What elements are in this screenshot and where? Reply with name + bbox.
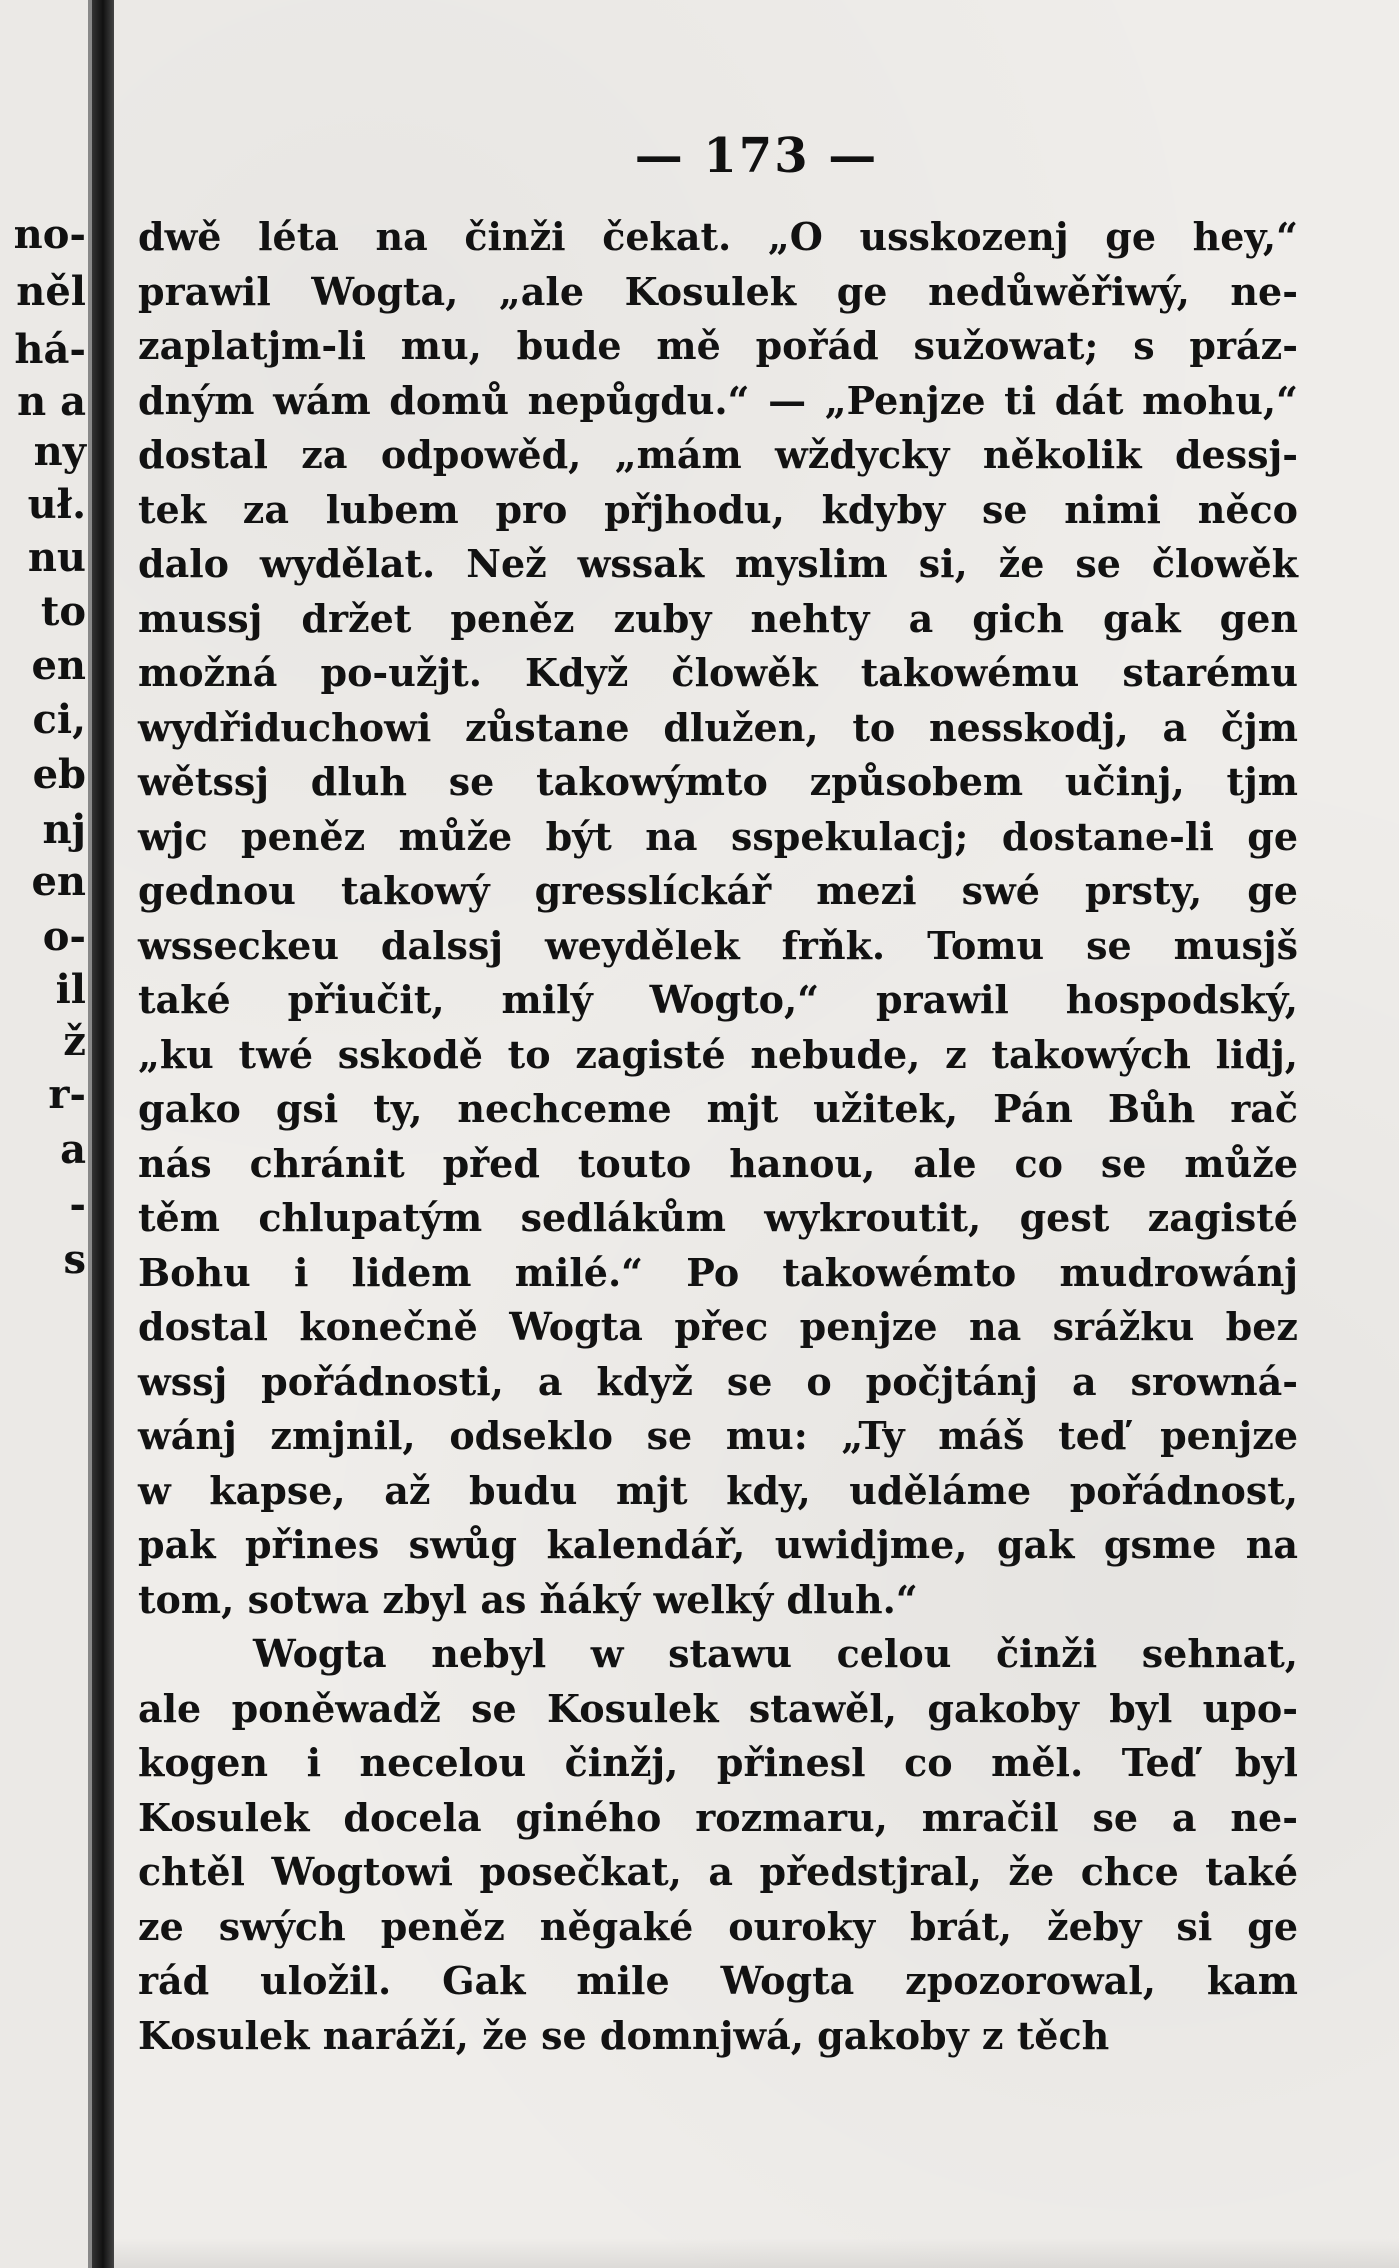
previous-page-fragment: uł.	[27, 481, 86, 528]
text-line: gednou takowý gresslíckář mezi swé prsty, ge	[138, 868, 1298, 913]
previous-page-fragment: il	[55, 966, 86, 1013]
previous-page-fragment: a	[60, 1126, 86, 1173]
previous-page-fragment: en	[31, 858, 86, 905]
text-line: tom, sotwa zbyl as ňáký welký dluh.“	[138, 1576, 918, 1622]
text-line: zaplatjm-li mu, bude mě pořád sužowat; s práz-	[138, 323, 1298, 368]
text-line: dným wám domů nepůgdu.“ — „Penjze ti dát mohu,“	[138, 377, 1298, 423]
text-line: ze swých peněz něgaké ouroky brát, žeby si ge	[138, 1903, 1298, 1949]
text-line: těm chlupatým sedlákům wykroutit, gest zagisté	[138, 1195, 1298, 1240]
text-line: wětssj dluh se takowýmto způsobem učinj, tjm	[138, 759, 1298, 804]
text-line: chtěl Wogtowi posečkat, a předstjral, že chce také	[138, 1849, 1298, 1894]
text-line: ale poněwadž se Kosulek stawěl, gakoby byl upo-	[138, 1685, 1298, 1731]
text-line: wssj pořádnosti, a když se o počjtánj a srowná-	[138, 1358, 1298, 1404]
text-line: prawil Wogta, „ale Kosulek ge nedůwěřiwý, ne-	[138, 268, 1298, 314]
previous-page-fragment: s	[63, 1236, 86, 1283]
text-line: wjc peněz může být na sspekulacj; dostane-li ge	[138, 813, 1298, 859]
previous-page-fragment: r-	[48, 1071, 86, 1118]
text-line: gako gsi ty, nechceme mjt užitek, Pán Bůh rač	[138, 1086, 1298, 1131]
previous-page-fragment: o-	[42, 913, 86, 960]
text-line: mussj držet peněz zuby nehty a gich gak gen	[138, 595, 1298, 641]
previous-page-fragment: no-	[13, 211, 86, 258]
previous-page-fragment: ž	[63, 1018, 86, 1065]
text-line: možná po-užjt. Když člowěk takowému starému	[138, 650, 1298, 695]
text-line: Bohu i lidem milé.“ Po takowémto mudrowánj	[138, 1249, 1298, 1295]
previous-page-strip	[0, 0, 92, 2268]
previous-page-fragment: -	[69, 1181, 86, 1228]
text-line: wsseckeu dalssj weydělek frňk. Tomu se musjš	[138, 922, 1298, 968]
page-bottom-shadow	[114, 2238, 1399, 2268]
text-line: Kosulek docela giného rozmaru, mračil se a ne-	[138, 1794, 1298, 1840]
text-line: kogen i necelou činžj, přinesl co měl. Teď byl	[138, 1740, 1298, 1785]
text-line: Wogta nebyl w stawu celou činži sehnat,	[253, 1631, 1298, 1676]
text-line: nás chránit před touto hanou, ale co se může	[138, 1140, 1298, 1186]
previous-page-fragment: nu	[27, 534, 86, 581]
previous-page-fragment: en	[31, 642, 86, 689]
text-line: wydřiduchowi zůstane dlužen, to nesskodj, a čjm	[138, 704, 1298, 750]
text-line: také přiučit, milý Wogto,“ prawil hospodský,	[138, 977, 1298, 1022]
previous-page-fragment: ci,	[32, 696, 86, 743]
text-line: tek za lubem pro přjhodu, kdyby se nimi něco	[138, 486, 1298, 532]
text-line: rád uložil. Gak mile Wogta zpozorowal, kam	[138, 1958, 1298, 2003]
previous-page-fragment: ny	[33, 428, 86, 475]
text-line: dostal za odpowěd, „mám wždycky několik dessj-	[138, 432, 1298, 477]
text-line: Kosulek naráží, že se domnjwá, gakoby z těch	[138, 2012, 1110, 2058]
body-text	[138, 210, 1298, 2063]
previous-page-fragment: há-	[14, 326, 86, 373]
text-line: dostal konečně Wogta přec penjze na srážku bez	[138, 1304, 1298, 1349]
previous-page-fragment: eb	[32, 751, 86, 798]
previous-page-fragment: to	[40, 588, 86, 635]
text-line: „ku twé sskodě to zagisté nebude, z takowých lidj,	[138, 1031, 1298, 1077]
book-page	[114, 0, 1399, 2268]
page-number: — 173 —	[634, 128, 879, 184]
book-gutter	[92, 0, 114, 2268]
text-line: dwě léta na činži čekat. „O usskozenj ge hey,“	[138, 214, 1298, 259]
text-line: w kapse, až budu mjt kdy, uděláme pořádnost,	[138, 1467, 1298, 1513]
previous-page-fragment: n a	[17, 378, 86, 425]
text-line: dalo wydělat. Než wssak myslim si, že se člowěk	[138, 541, 1298, 586]
text-line: wánj zmjnil, odseklo se mu: „Ty máš teď penjze	[138, 1413, 1298, 1458]
previous-page-fragment: něl	[16, 268, 86, 315]
previous-page-fragment: nj	[42, 806, 86, 853]
text-line: pak přines swůg kalendář, uwidjme, gak gsme na	[138, 1522, 1298, 1567]
